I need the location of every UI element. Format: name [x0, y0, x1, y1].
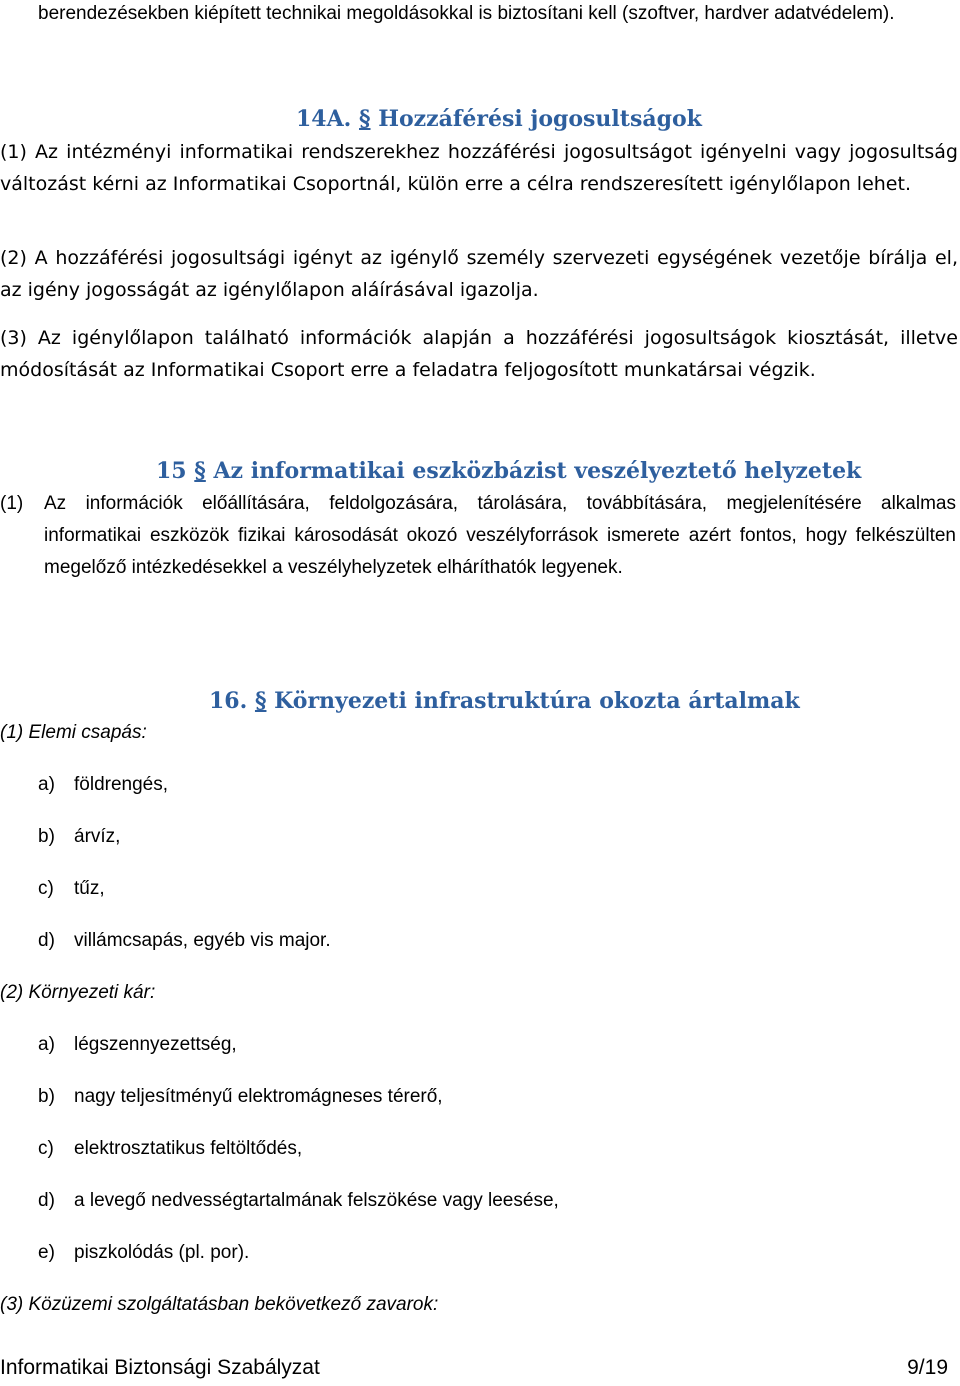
- list-item-text: földrengés,: [74, 774, 169, 795]
- page-footer: [0, 1356, 948, 1380]
- list-item: [38, 1086, 443, 1108]
- section-16-number: 16.: [209, 688, 248, 714]
- list-item-letter: b): [38, 1086, 55, 1107]
- section-14a-title: Hozzáférési jogosultságok: [378, 106, 702, 132]
- paragraph-number: (1): [0, 493, 24, 514]
- list-item-text: piszkolódás (pl. por).: [74, 1242, 250, 1263]
- list-item: [38, 1190, 559, 1212]
- section-14a-paragraph-1: (1) Az intézményi informatikai rendszerekhez hozzáférési jogosultságot igényelni vagy jogosultság változást kérni az Informatikai Csoportnál, külön erre a célra rendszeresített igénylőlapon lehet.: [0, 141, 958, 195]
- page-number: 9/19: [907, 1356, 948, 1379]
- section-16-title: Környezeti infrastruktúra okozta ártalmak: [274, 688, 800, 714]
- list-item: [38, 1034, 237, 1056]
- list-item-text: elektrosztatikus feltöltődés,: [74, 1138, 303, 1159]
- list-item: [38, 774, 168, 796]
- section-sign: §: [359, 106, 371, 132]
- list-item-text: légszennyezettség,: [74, 1034, 237, 1055]
- section-16-heading: [209, 688, 800, 714]
- footer-title: Informatikai Biztonsági Szabályzat: [0, 1356, 320, 1379]
- section-14a-paragraph-2: (2) A hozzáférési jogosultsági igényt az igénylő személy szervezeti egységének vezetője bírálja el, az igény jogosságát az igénylőlapon aláírásával igazolja.: [0, 247, 958, 301]
- list-item-letter: d): [38, 1190, 55, 1211]
- section-15-heading: [156, 458, 861, 484]
- list-item-letter: c): [38, 1138, 54, 1159]
- intro-paragraph-tail: berendezésekben kiépített technikai megoldásokkal is biztosítani kell (szoftver, hardver adatvédelem).: [38, 3, 895, 24]
- section-14a-heading: [296, 106, 702, 132]
- list-item-letter: d): [38, 930, 55, 951]
- list-item: [38, 930, 331, 952]
- section-15-number: 15: [156, 458, 187, 484]
- section-15-paragraph: [0, 488, 956, 584]
- list-item-letter: a): [38, 774, 55, 795]
- list-item-letter: a): [38, 1034, 55, 1055]
- paragraph-text: Az információk előállítására, feldolgozására, tárolására, továbbítására, megjelenítésére alkalmas informatikai eszközök fizikai károsodását okozó veszélyforrások ismerete azért fontos, hogy felkészülten megelőző intézkedésekkel a veszélyhelyzetek elháríthatók legyenek.: [44, 493, 956, 578]
- list-item: [38, 1242, 249, 1264]
- list-item: [38, 826, 120, 848]
- list-item: [38, 1138, 302, 1160]
- section-14a-number: 14A.: [296, 106, 352, 132]
- section-15-title: Az informatikai eszközbázist veszélyeztető helyzetek: [213, 458, 862, 484]
- kozuzemi-zavarok-label: (3) Közüzemi szolgáltatásban bekövetkező zavarok:: [0, 1294, 439, 1315]
- list-item-text: árvíz,: [74, 826, 121, 847]
- list-item-letter: e): [38, 1242, 55, 1263]
- list-item: [38, 878, 105, 900]
- kornyezeti-kar-label: (2) Környezeti kár:: [0, 982, 156, 1003]
- section-sign: §: [254, 688, 267, 714]
- list-item-text: tűz,: [74, 878, 105, 899]
- list-item-text: villámcsapás, egyéb vis major.: [74, 930, 331, 951]
- list-item-text: nagy teljesítményű elektromágneses térerő,: [74, 1086, 443, 1107]
- list-item-letter: c): [38, 878, 54, 899]
- elemi-csapas-label: (1) Elemi csapás:: [0, 722, 147, 743]
- list-item-text: a levegő nedvességtartalmának felszökése vagy leesése,: [74, 1190, 559, 1211]
- section-sign: §: [194, 458, 206, 484]
- list-item-letter: b): [38, 826, 55, 847]
- section-14a-paragraph-3: (3) Az igénylőlapon található információk alapján a hozzáférési jogosultságok kiosztását, illetve módosítását az Informatikai Csoport erre a feladatra feljogosított munkatársai végzik.: [0, 327, 958, 381]
